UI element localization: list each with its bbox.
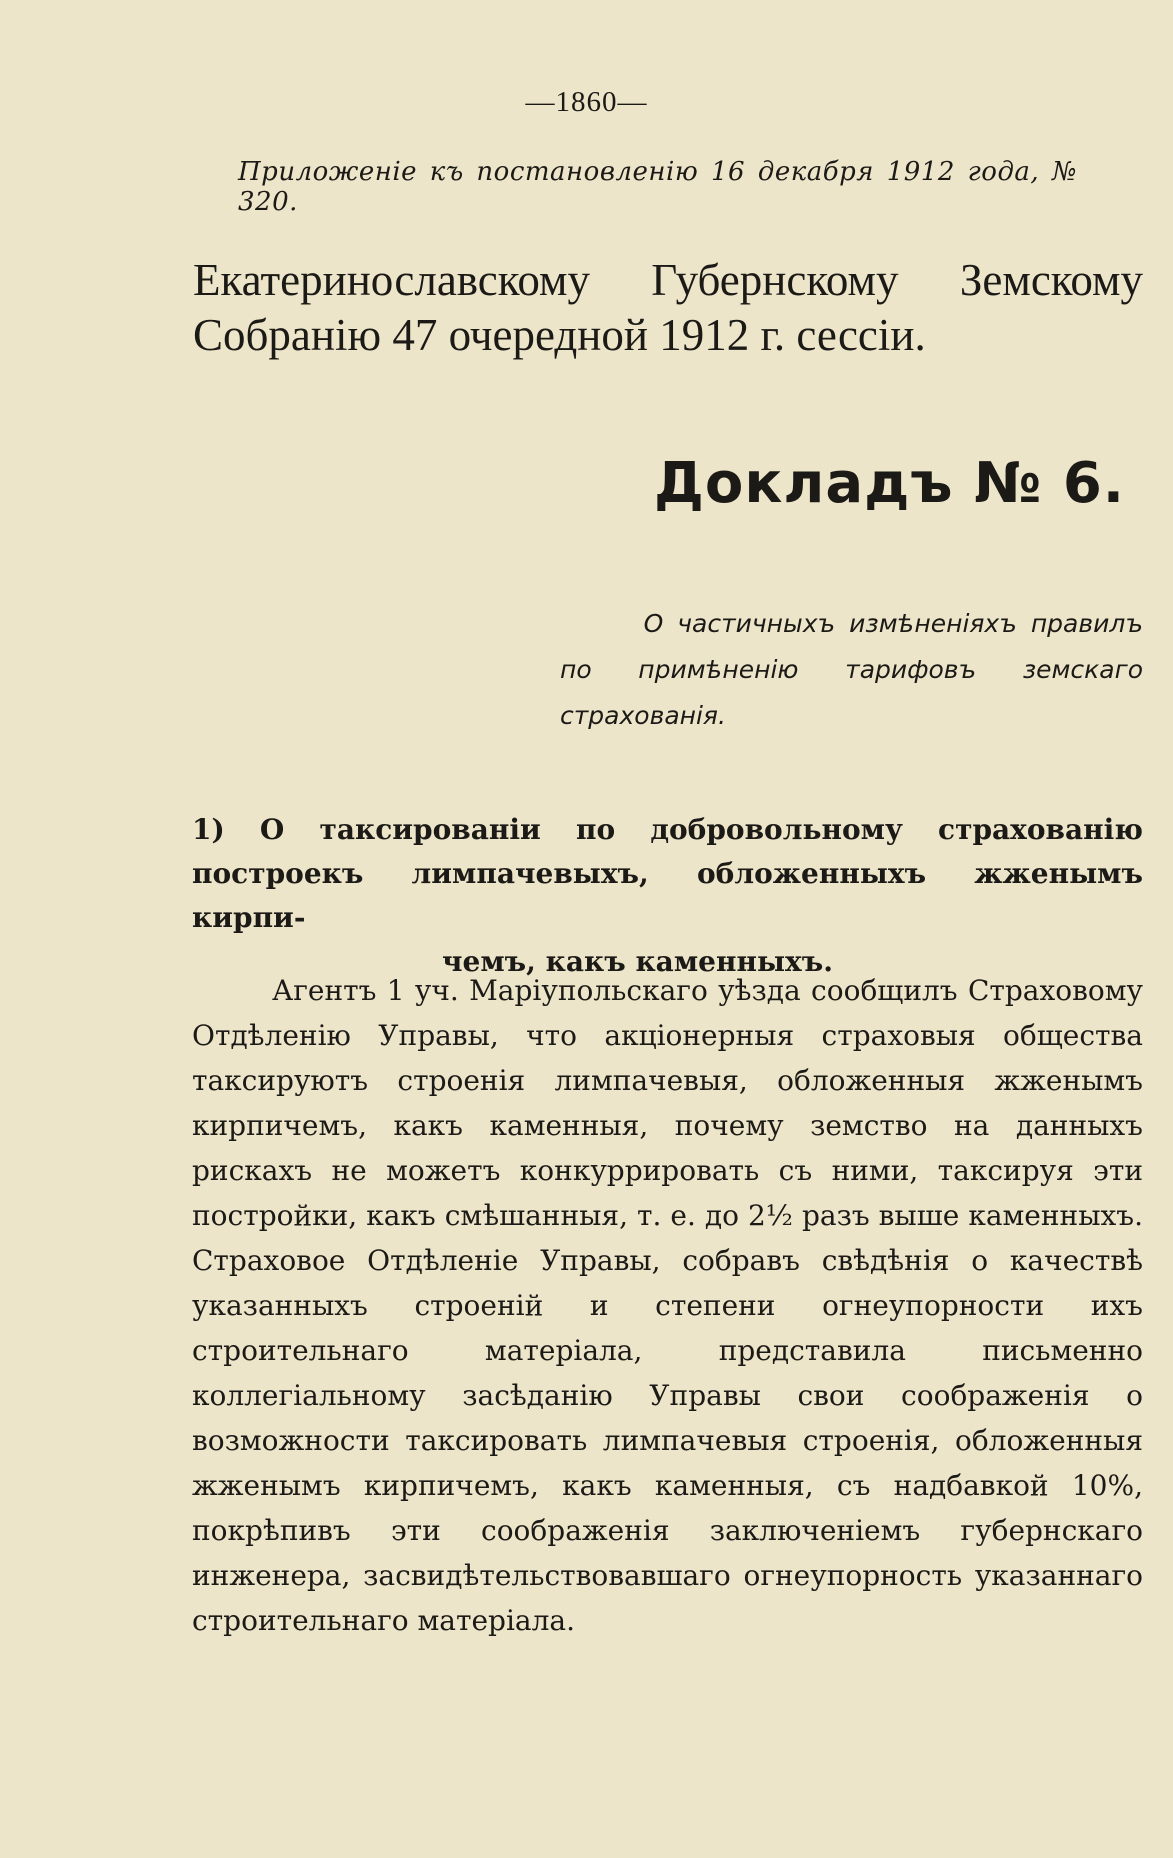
report-subject-line1: О частичныхъ измѣненiяхъ правилъ xyxy=(643,609,1143,638)
section-heading-last-line: чемъ, какъ каменныхъ. xyxy=(442,945,833,978)
report-heading: Докладъ № 6. xyxy=(654,451,1126,516)
document-title: Екатеринославскому Губернскому Земскому Собранiю 47 очередной 1912 г. сессiи. xyxy=(193,255,1143,360)
section-heading xyxy=(192,808,1143,984)
page-number: —1860— xyxy=(525,86,648,118)
report-subject xyxy=(560,601,1143,739)
body-paragraph: Агентъ 1 уч. Марiупольскаго уѣзда сообщилъ Страховому Отдѣленiю Управы, что акцiонерныя страховыя общества таксируютъ строенiя лимпачевыя, обложенныя жженымъ кирпичемъ, какъ каменныя, почему земство на данныхъ рискахъ не можетъ конкуррировать съ ними, таксируя эти постройки, какъ смѣшанныя, т. е. до 2½ разъ выше каменныхъ. Страховое Отдѣленiе Управы, собравъ свѣдѣнiя о качествѣ указанныхъ строенiй и степени огнеупорности ихъ строительнаго матерiала, представила письменно коллегiальному засѣданiю Управы свои соображенiя о возможности таксировать лимпачевыя строенiя, обложенныя жженымъ кирпичемъ, какъ каменныя, съ надбавкой 10%, покрѣпивъ эти соображенiя заключенiемъ губернскаго инженера, засвидѣтельствовавшаго огнеупорность указаннаго строительнаго матерiала. xyxy=(192,974,1143,1637)
section-heading-main: 1) О таксированiи по добровольному страхованiю построекъ лимпачевыхъ, обложенныхъ жженымъ кирпи- xyxy=(192,813,1143,934)
report-subject-rest: по примѣненiю тарифовъ земскаго страхованiя. xyxy=(560,655,1143,730)
appendix-note: Приложенiе къ постановленiю 16 декабря 1912 года, № 320. xyxy=(238,157,1078,217)
